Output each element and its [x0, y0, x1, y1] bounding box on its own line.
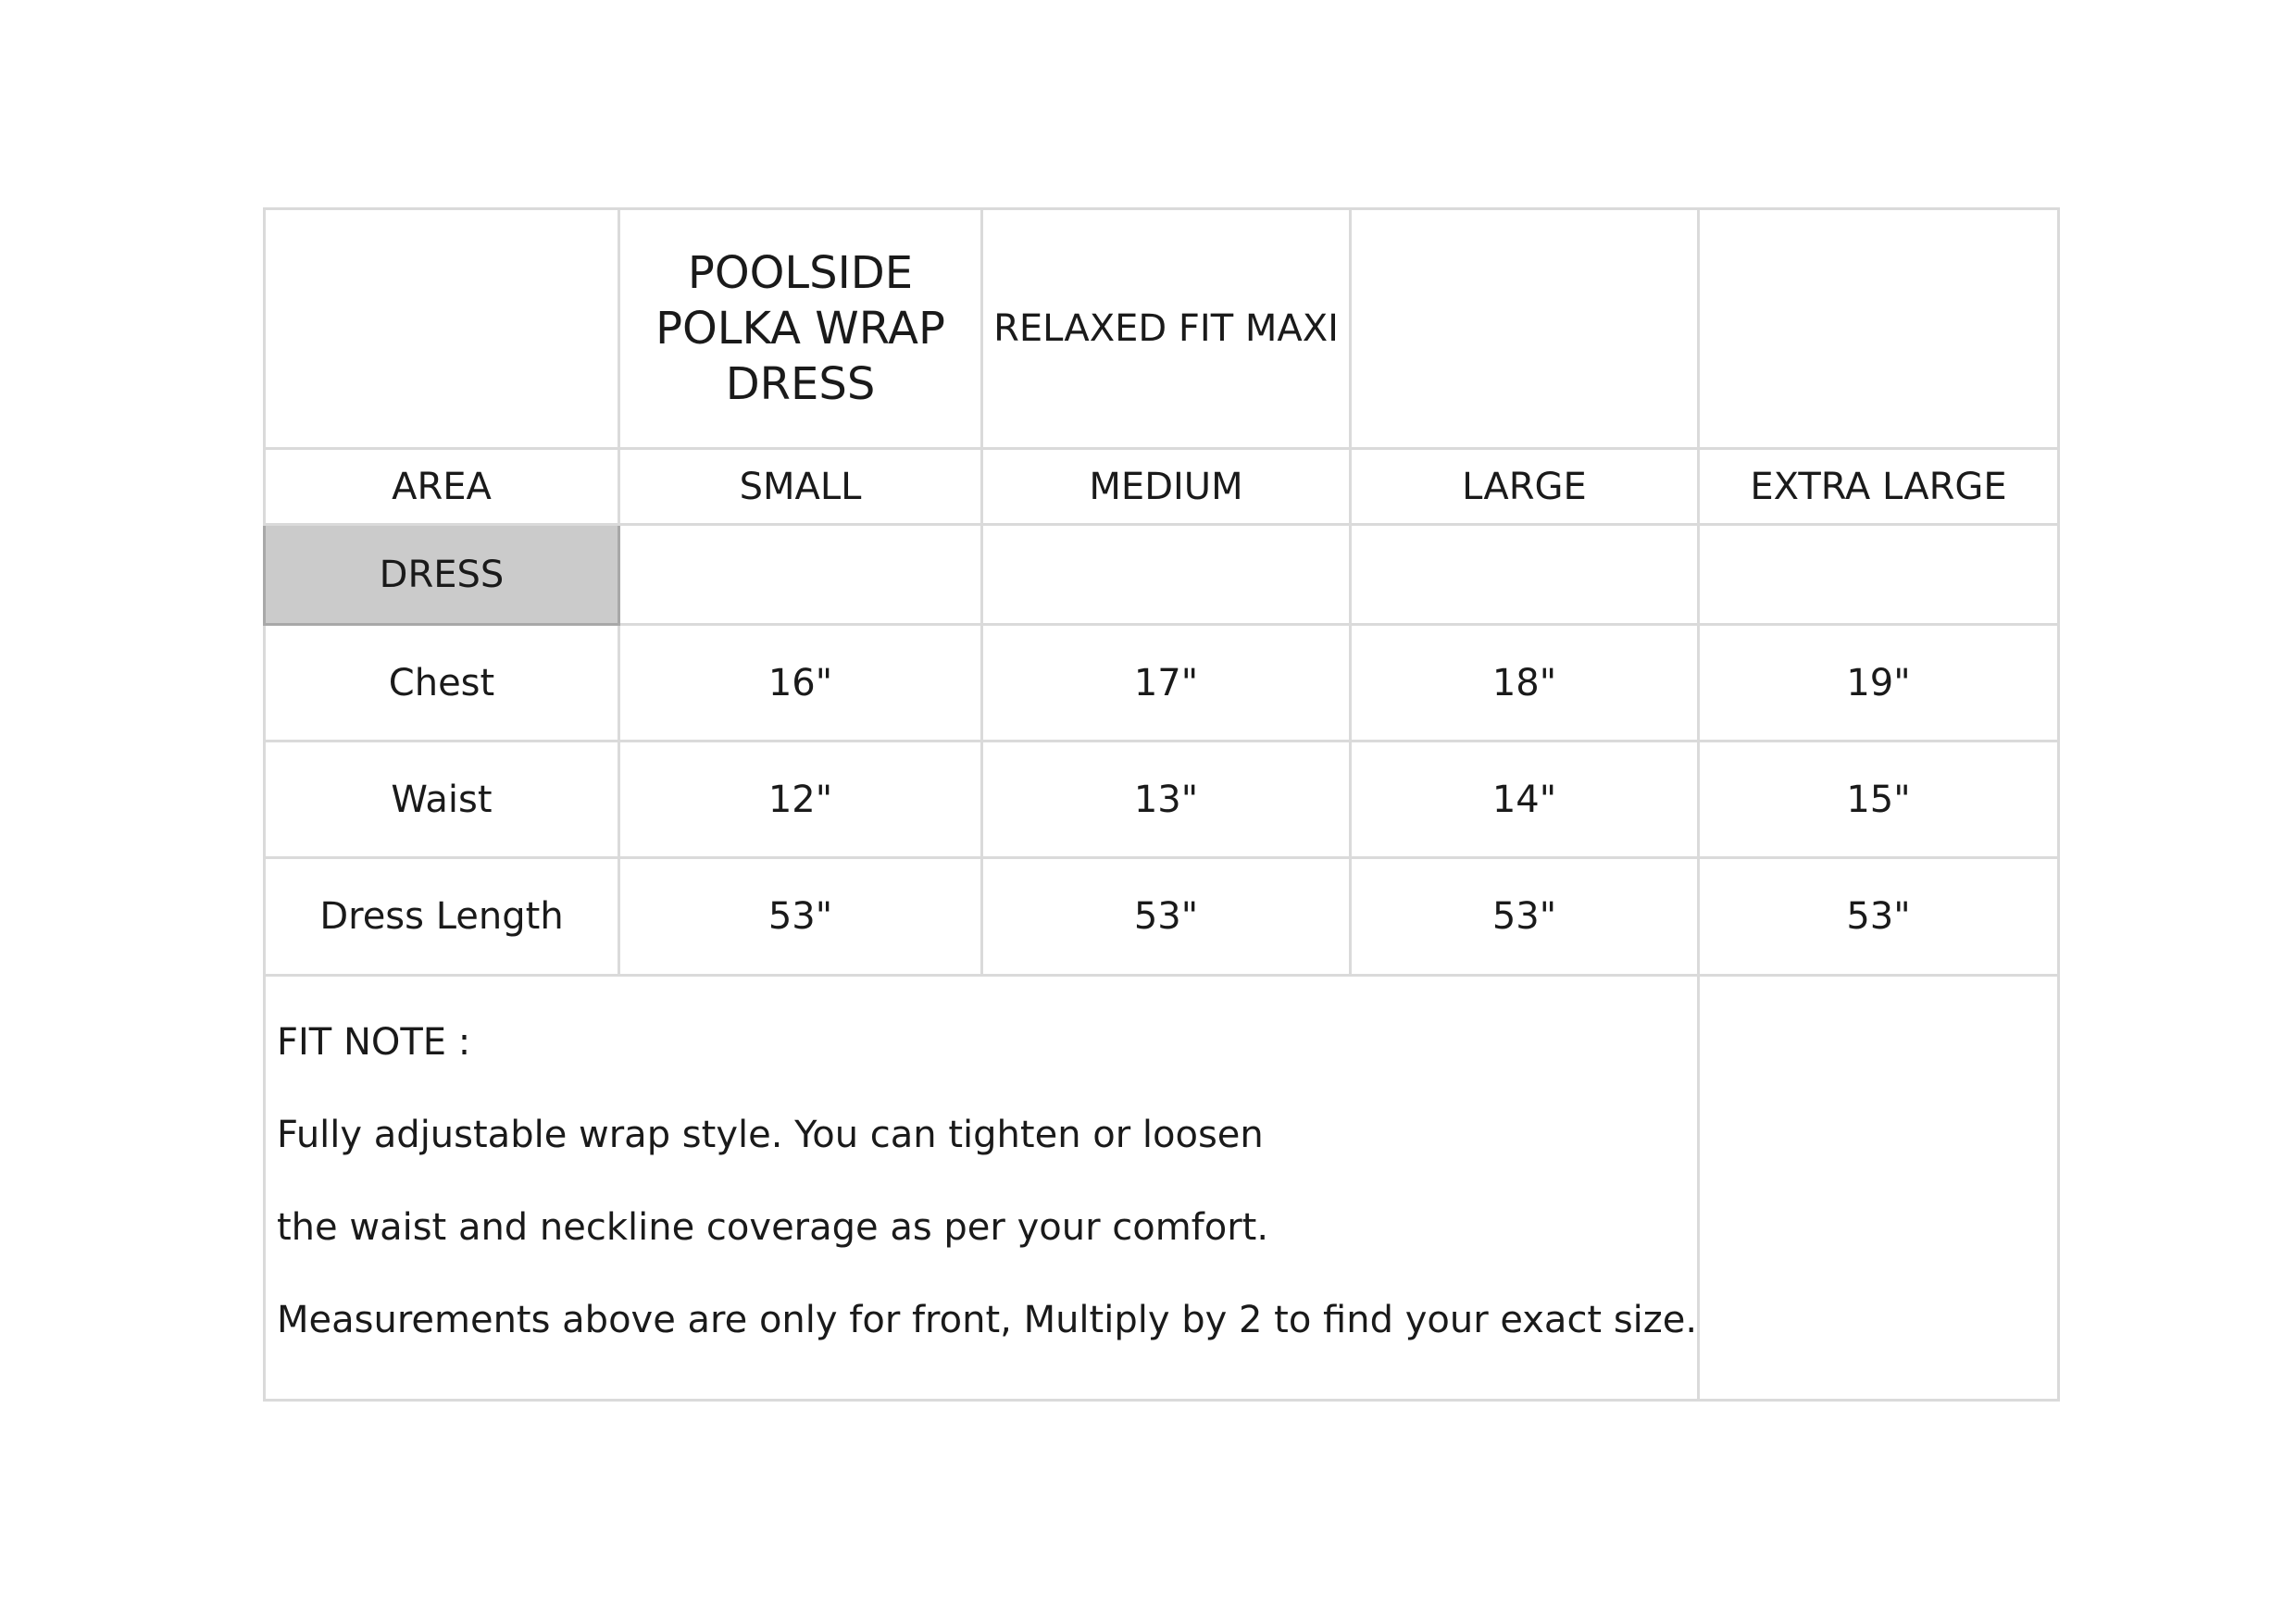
- measurement-cell: 53": [1351, 858, 1699, 976]
- measurement-cell: 18": [1351, 625, 1699, 741]
- column-header-area: AREA: [265, 449, 619, 525]
- fit-note-heading: FIT NOTE :: [277, 1021, 471, 1064]
- column-header-large: LARGE: [1351, 449, 1699, 525]
- measurement-cell: 53": [619, 858, 982, 976]
- measurement-cell: 19": [1699, 625, 2059, 741]
- section-empty-cell: [619, 525, 982, 625]
- size-chart-table: [263, 207, 2060, 1402]
- fit-type: RELAXED FIT MAXI: [982, 209, 1351, 449]
- column-header-medium: MEDIUM: [982, 449, 1351, 525]
- measurement-cell: 15": [1699, 741, 2059, 858]
- row-area-label: Dress Length: [265, 858, 619, 976]
- measurement-cell: 12": [619, 741, 982, 858]
- measurement-cell: 53": [1699, 858, 2059, 976]
- table-row: [265, 858, 2059, 976]
- section-label-dress: DRESS: [265, 525, 619, 625]
- column-header-extra-large: EXTRA LARGE: [1699, 449, 2059, 525]
- measurement-cell: 53": [982, 858, 1351, 976]
- title-empty-cell: [1351, 209, 1699, 449]
- fit-note-row: [265, 976, 2059, 1401]
- column-header-row: [265, 449, 2059, 525]
- measurement-cell: 17": [982, 625, 1351, 741]
- fit-note-line: Fully adjustable wrap style. You can tighten or loosen: [277, 1114, 1264, 1156]
- product-name: POOLSIDE POLKA WRAP DRESS: [619, 209, 982, 449]
- measurement-cell: 16": [619, 625, 982, 741]
- section-empty-cell: [1351, 525, 1699, 625]
- section-row: [265, 525, 2059, 625]
- section-empty-cell: [982, 525, 1351, 625]
- section-empty-cell: [1699, 525, 2059, 625]
- fit-note-line: the waist and neckline coverage as per your comfort.: [277, 1206, 1269, 1249]
- title-empty-cell: [1699, 209, 2059, 449]
- row-area-label: Chest: [265, 625, 619, 741]
- table-row: [265, 625, 2059, 741]
- title-row: [265, 209, 2059, 449]
- row-area-label: Waist: [265, 741, 619, 858]
- measurement-cell: 13": [982, 741, 1351, 858]
- measurement-cell: 14": [1351, 741, 1699, 858]
- table-row: [265, 741, 2059, 858]
- fit-note-empty-cell: [1699, 976, 2059, 1401]
- fit-note: [265, 976, 1699, 1401]
- title-empty-cell: [265, 209, 619, 449]
- fit-note-line: Measurements above are only for front, Multiply by 2 to find your exact size.: [277, 1299, 1698, 1341]
- column-header-small: SMALL: [619, 449, 982, 525]
